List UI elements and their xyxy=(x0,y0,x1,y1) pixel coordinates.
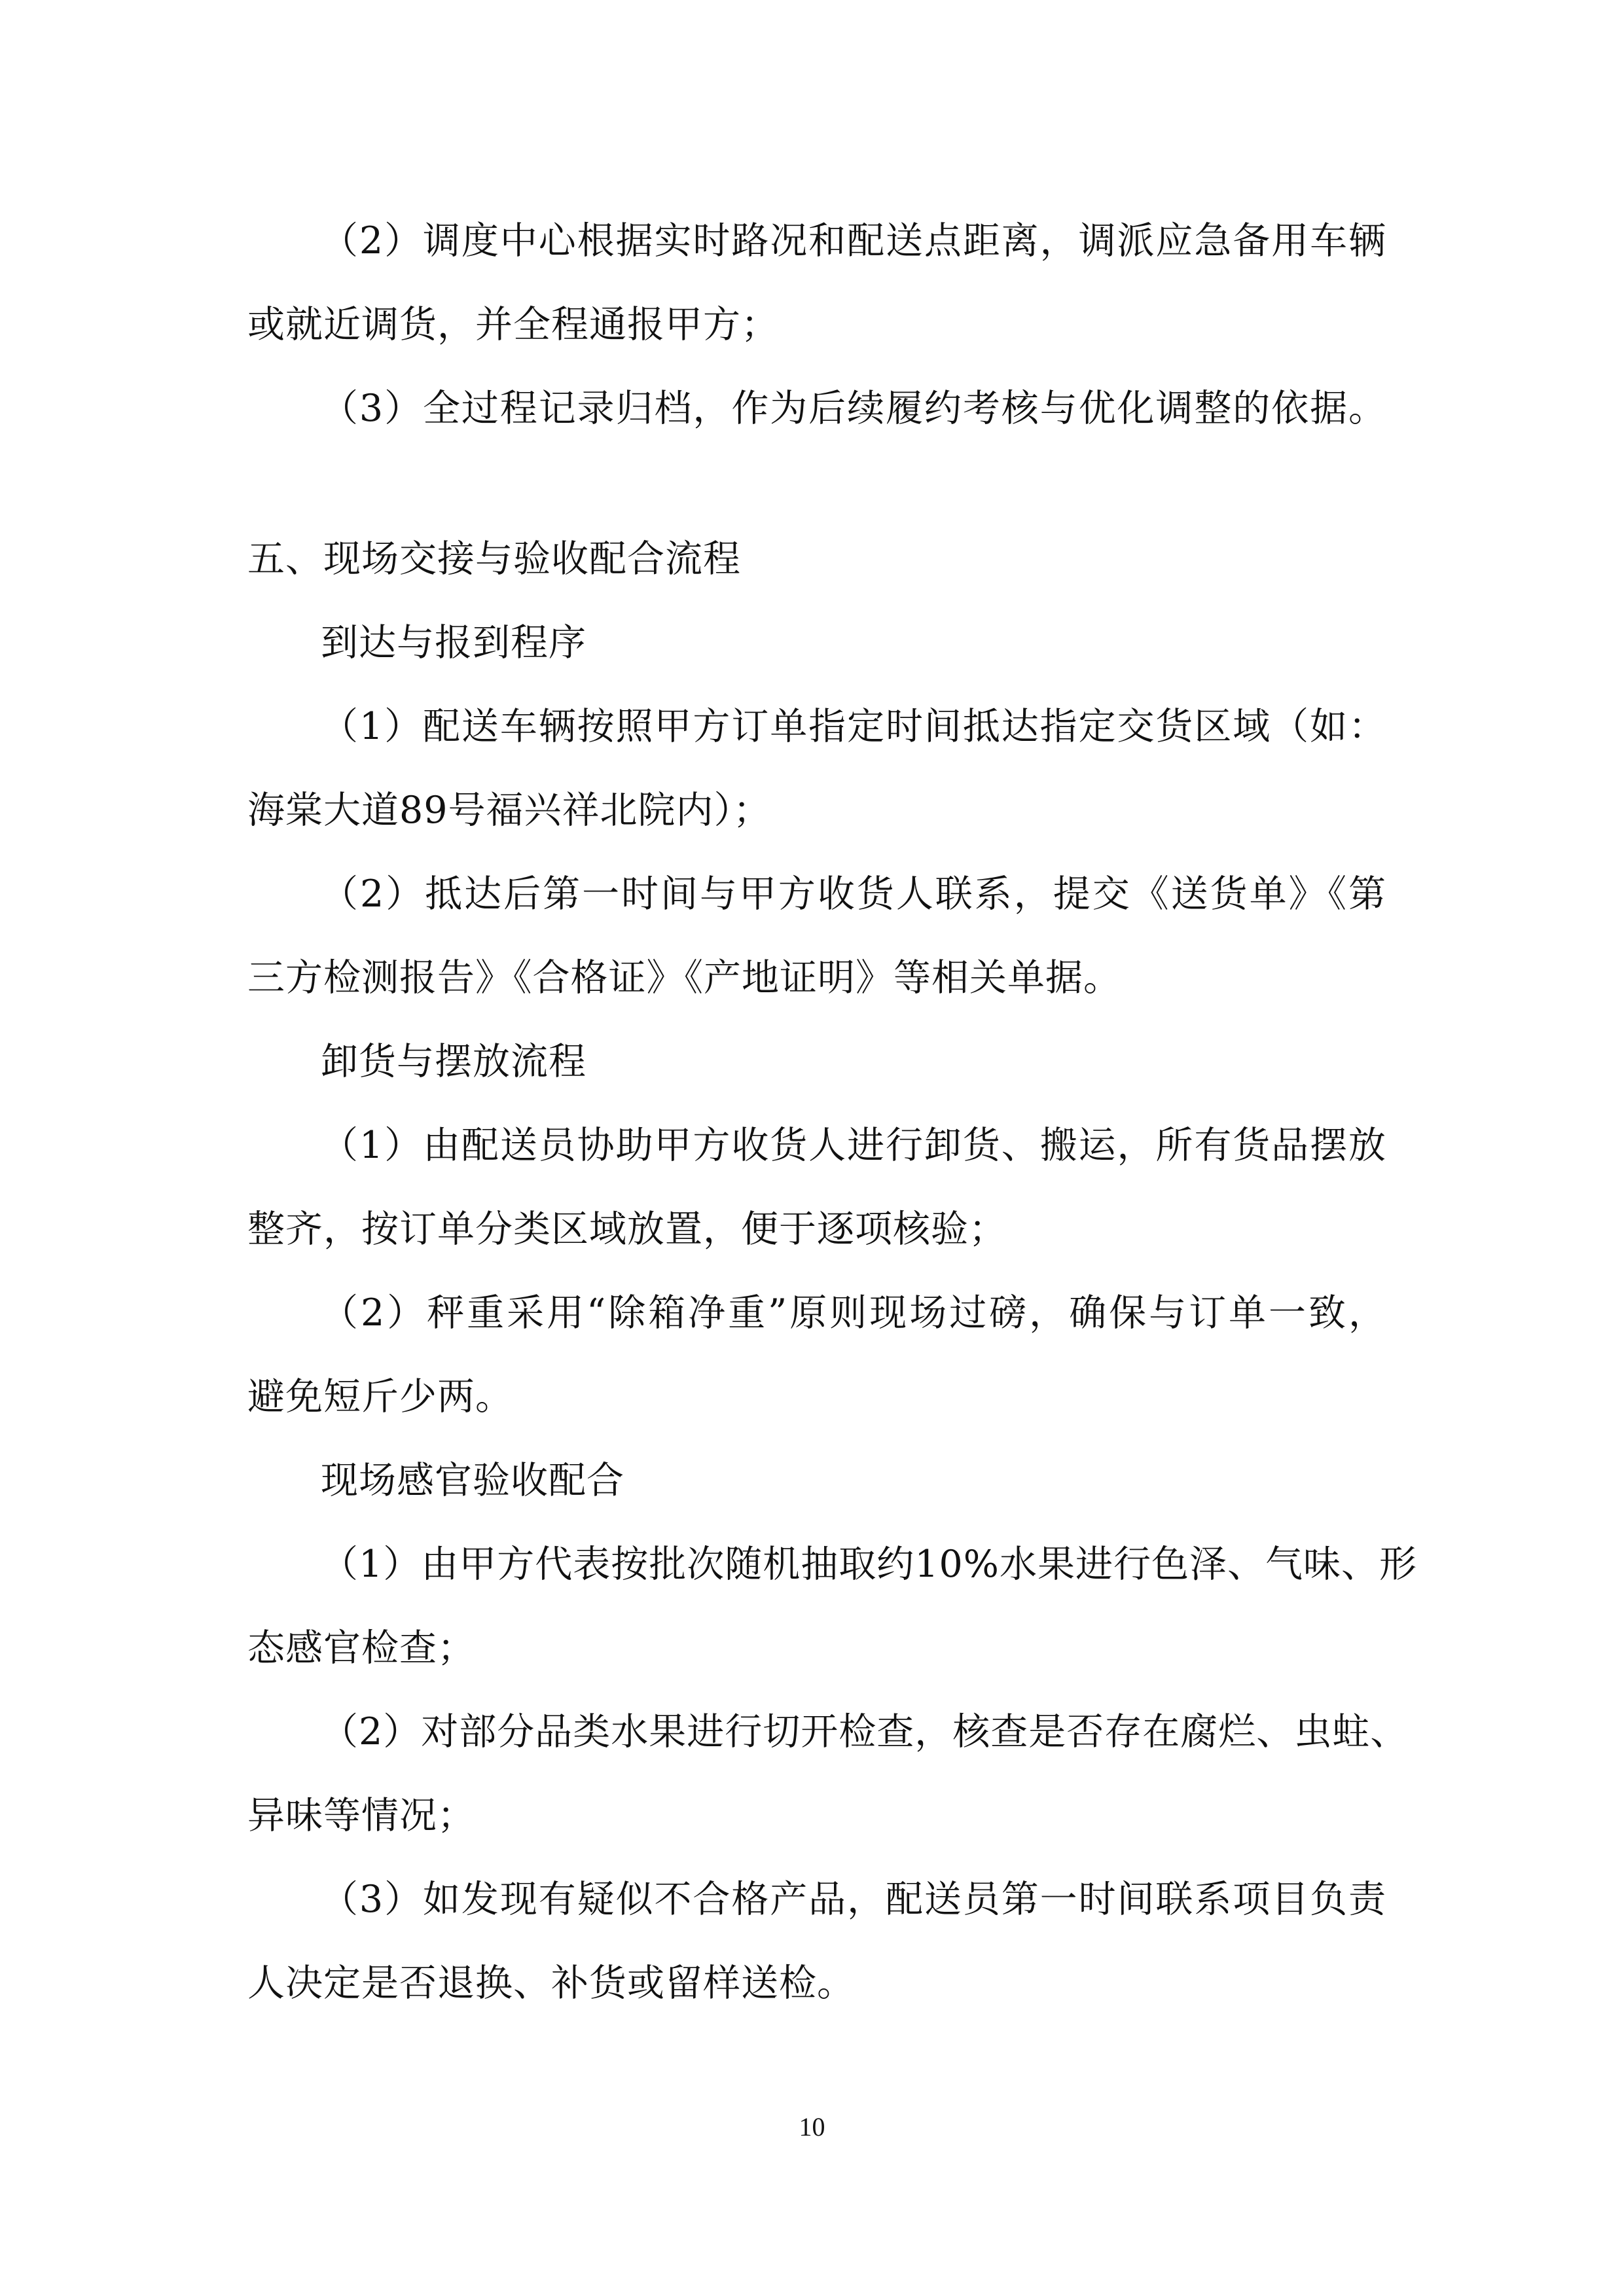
paragraph-line: （1）配送车辆按照甲方订单指定时间抵达指定交货区域（如： xyxy=(321,705,1386,748)
paragraph-line: （2）对部分品类水果进行切开检查，核查是否存在腐烂、虫蛀、 xyxy=(321,1710,1409,1753)
section-heading: 五、现场交接与验收配合流程 xyxy=(247,537,741,581)
paragraph-line: （3）如发现有疑似不合格产品，配送员第一时间联系项目负责 xyxy=(321,1878,1386,1921)
paragraph-line: （2）抵达后第一时间与甲方收货人联系，提交《送货单》《第 xyxy=(321,872,1386,916)
paragraph-line: 海棠大道89号福兴祥北院内）； xyxy=(247,789,772,832)
paragraph-line: 整齐，按订单分类区域放置，便于逐项核验； xyxy=(247,1208,1007,1251)
paragraph-line: 人决定是否退换、补货或留样送检。 xyxy=(247,1962,855,2005)
subheading: 现场感官验收配合 xyxy=(321,1459,624,1502)
paragraph-line: 异味等情况； xyxy=(247,1794,475,1837)
paragraph-line: （1）由甲方代表按批次随机抽取约10%水果进行色泽、气味、形 xyxy=(321,1543,1417,1586)
subheading: 卸货与摆放流程 xyxy=(321,1040,586,1083)
paragraph-line: 避免短斤少两。 xyxy=(247,1375,513,1418)
paragraph-line: （2）秤重采用“除箱净重”原则现场过磅，确保与订单一致， xyxy=(321,1291,1386,1335)
page-number: 10 xyxy=(799,2112,825,2142)
paragraph-line: 三方检测报告》《合格证》《产地证明》等相关单据。 xyxy=(247,956,1121,999)
subheading: 到达与报到程序 xyxy=(321,621,586,664)
paragraph-line: （1）由配送员协助甲方收货人进行卸货、搬运，所有货品摆放 xyxy=(321,1124,1386,1167)
paragraph-line: 态感官检查； xyxy=(247,1626,475,1670)
paragraph-line: （2）调度中心根据实时路况和配送点距离，调派应急备用车辆 xyxy=(321,219,1386,262)
paragraph-line: 或就近调货，并全程通报甲方； xyxy=(247,303,779,346)
paragraph-line: （3）全过程记录归档，作为后续履约考核与优化调整的依据。 xyxy=(321,387,1386,430)
